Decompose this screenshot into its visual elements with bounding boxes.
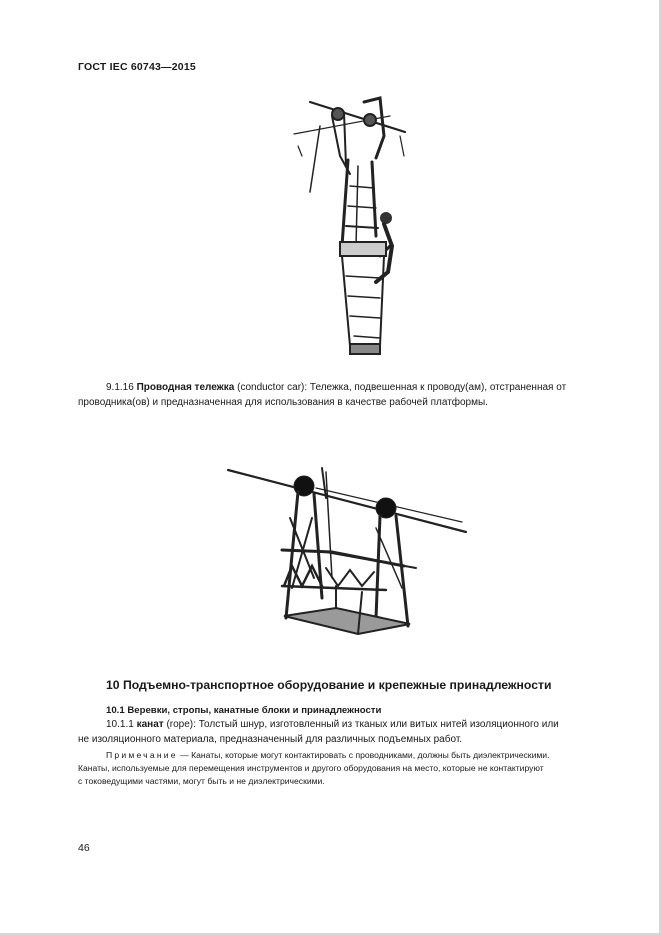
document-header: ГОСТ IEC 60743—2015 [78, 61, 196, 73]
term-definition-line2: проводника(ов) и предназначенная для использования в качестве рабочей платформы. [78, 397, 488, 408]
term-english: (rope) [166, 719, 194, 730]
term-number: 9.1.16 [106, 382, 134, 393]
term-name: Проводная тележка [136, 382, 235, 393]
subsection-10-1-heading: 10.1 Веревки, стропы, канатные блоки и принадлежности [106, 705, 382, 716]
section-10-heading: 10 Подъемно-транспортное оборудование и крепежные принадлежности [106, 678, 552, 692]
term-definition-line2: не изоляционного материала, предназначенный для различных подъемных работ. [78, 734, 463, 745]
conductor-car-vertical-figure [280, 96, 410, 362]
conductor-car-platform-figure [226, 458, 470, 640]
term-9-1-16-definition [78, 380, 618, 410]
term-english: (conductor car) [237, 382, 305, 393]
term-number: 10.1.1 [106, 719, 134, 730]
note-line1: — Канаты, которые могут контактировать с проводниками, должны быть диэлектрическими. [177, 750, 550, 760]
page-number: 46 [78, 842, 90, 854]
conductor-car-platform-figure-icon [226, 458, 470, 640]
note-line2: Канаты, используемые для перемещения инструментов и другого оборудования на место, которые не контактируют [78, 763, 544, 773]
term-name: канат [136, 719, 164, 730]
term-definition-line1: : Тележка, подвешенная к проводу(ам), отстраненная от [304, 382, 567, 393]
note-block [78, 749, 618, 788]
term-10-1-1-definition [78, 717, 618, 747]
note-label: Примечание [106, 750, 178, 760]
conductor-car-figure-vertical-icon [280, 96, 410, 362]
term-definition-line1: : Толстый шнур, изготовленный из тканых или витых нитей изоляционного или [193, 719, 559, 730]
note-line3: с токоведущими частями, могут быть и не диэлектрическими. [78, 776, 325, 786]
